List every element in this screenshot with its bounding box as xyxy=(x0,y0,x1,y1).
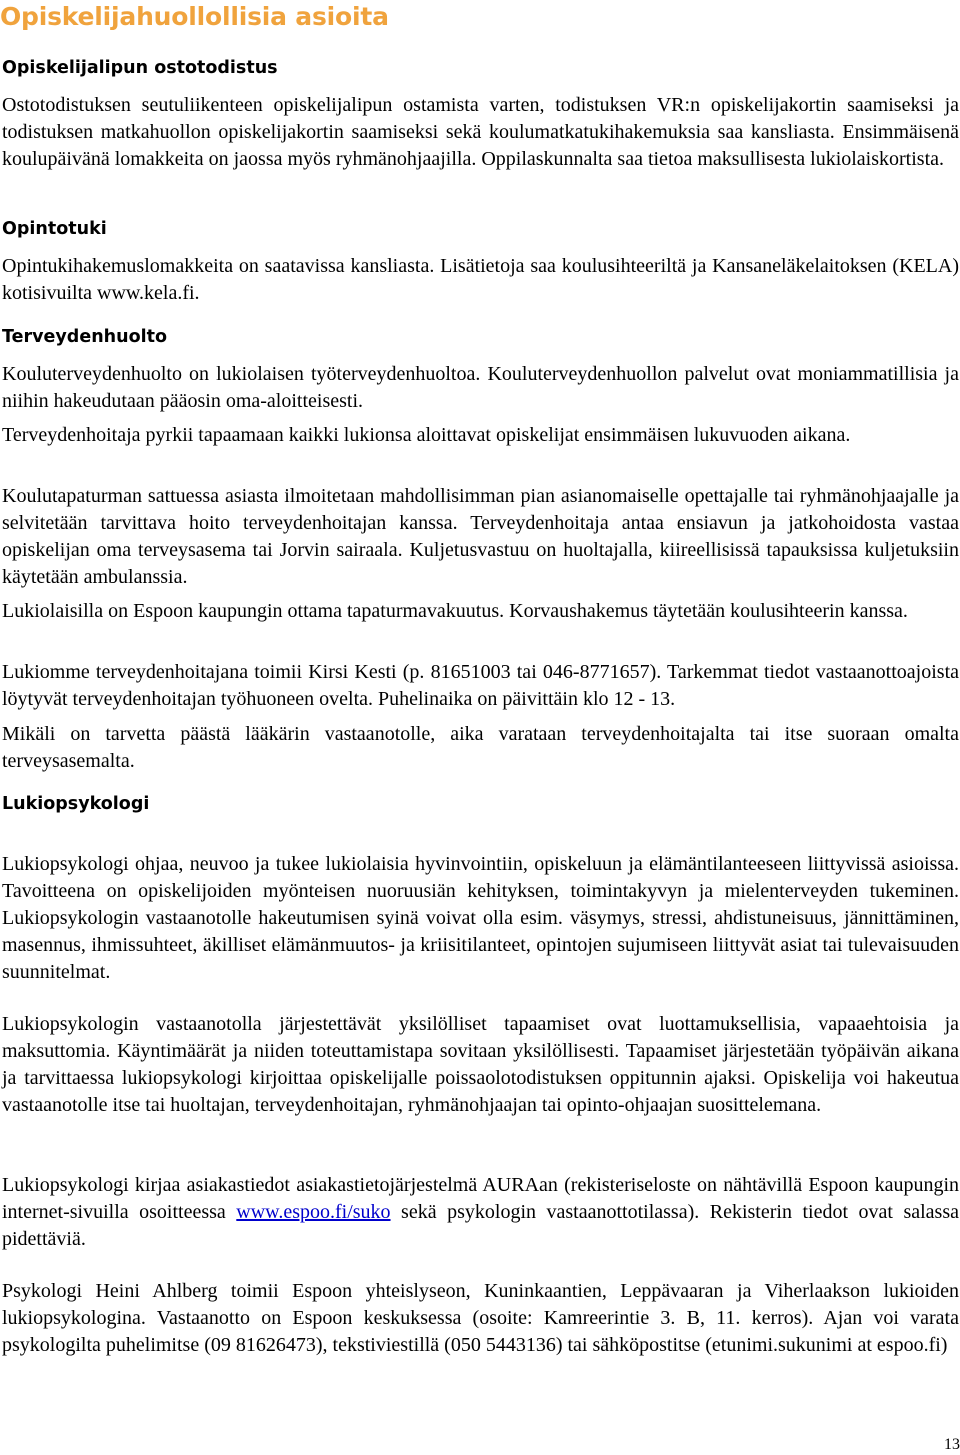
paragraph-health-5: Lukiomme terveydenhoitajana toimii Kirsi Kesti (p. 81651003 tai 046-8771657). Tarkemmat tiedot vastaanottoajoista löytyvät terveydenhoitajan työhuoneen ovelta. Puhelinaika on päivittäin klo 12 - 13. xyxy=(2,661,959,710)
paragraph-health-1: Kouluterveydenhuolto on lukiolaisen työterveydenhuoltoa. Kouluterveydenhuollon palvelut ovat moniammatillisia ja niihin hakeudutaan pääosin oma-aloitteisesti. xyxy=(2,363,959,412)
paragraph-health-6: Mikäli on tarvetta päästä lääkärin vastaanotolle, aika varataan terveydenhoitajalta tai itse suoraan omalta terveysasemalta. xyxy=(2,723,959,772)
paragraph-health-4: Lukiolaisilla on Espoon kaupungin ottama tapaturmavakuutus. Korvaushakemus täytetään koulusihteerin kanssa. xyxy=(2,600,908,622)
page-number: 13 xyxy=(944,1436,960,1453)
document-title: Opiskelijahuollollisia asioita xyxy=(0,2,389,31)
paragraph-psychologist-1: Lukiopsykologi ohjaa, neuvoo ja tukee lukiolaisia hyvinvointiin, opiskeluun ja elämäntilanteeseen liittyvissä asioissa. Tavoitteena on opiskelijoiden myönteisen nuoruusiän kehityksen, toimintakyvyn ja mielenterveyden tukeminen. Lukiopsykologin vastaanotolle hakeutumisen syinä voivat olla esim. väsymys, stressi, ahdistuneisuus, jännittäminen, masennus, ihmissuhteet, äkilliset elämänmuutos- ja kriisitilanteet, opintojen sujumiseen liittyvät asiat tai tulevaisuuden suunnitelmat. xyxy=(2,853,959,983)
paragraph-psychologist-register xyxy=(2,1172,959,1253)
heading-health-care: Terveydenhuolto xyxy=(2,327,167,347)
heading-student-ticket: Opiskelijalipun ostotodistus xyxy=(2,58,278,78)
espoo-suko-link[interactable]: www.espoo.fi/suko xyxy=(236,1201,391,1223)
register-text-after: sekä psykologin vastaanottotilassa). Rekisterin tiedot ovat salassa pidettäviä. xyxy=(2,1201,959,1250)
paragraph-psychologist-contact: Psykologi Heini Ahlberg toimii Espoon yhteislyseon, Kuninkaantien, Leppävaaran ja Viherlaakson lukioiden lukiopsykologina. Vastaanotto on Espoon keskuksessa (osoite: Kamreerintie 3. B, 11. kerros). Ajan voi varata psykologilta puhelimitse (09 81626473), tekstiviestillä (050 5443136) tai sähköpostitse (etunimi.sukunimi at espoo.fi) xyxy=(2,1280,959,1356)
paragraph-student-ticket: Ostotodistuksen seutuliikenteen opiskelijalipun ostamista varten, todistuksen VR:n opiskelijakortin saamiseksi ja todistuksen matkahuollon opiskelijakortin saamiseksi sekä koulumatkatukihakemuksia saa kansliasta. Ensimmäisenä koulupäivänä lomakkeita on jaossa myös ryhmänohjaajilla. Oppilaskunnalta saa tietoa maksullisesta lukiolaiskortista. xyxy=(2,94,959,170)
register-text-before: Lukiopsykologi kirjaa asiakastiedot asiakastietojärjestelmä AURAan (rekisteriseloste on nähtävillä Espoon kaupungin internet-sivuilla osoitteessa xyxy=(2,1174,959,1223)
paragraph-health-3: Koulutapaturman sattuessa asiasta ilmoitetaan mahdollisimman pian asianomaiselle opettajalle tai ryhmänohjaajalle ja selvitetään tarvittava hoito terveydenhoitajan kanssa. Terveydenhoitaja antaa ensiavun ja jatkohoidosta vastaa opiskelijan oma terveysasema tai Jorvin sairaala. Kuljetusvastuu on huoltajalla, kiireellisissä tapauksissa kuljetuksiin käytetään ambulanssia. xyxy=(2,485,959,588)
paragraph-health-2: Terveydenhoitaja pyrkii tapaamaan kaikki lukionsa aloittavat opiskelijat ensimmäisen lukuvuoden aikana. xyxy=(2,424,851,446)
paragraph-study-grant: Opintukihakemuslomakkeita on saatavissa kansliasta. Lisätietoja saa koulusihteeriltä ja Kansaneläkelaitoksen (KELA) kotisivuilta www.kela.fi. xyxy=(2,255,959,304)
heading-psychologist: Lukiopsykologi xyxy=(2,794,150,814)
heading-study-grant: Opintotuki xyxy=(2,219,107,239)
paragraph-psychologist-2: Lukiopsykologin vastaanotolla järjestettävät yksilölliset tapaamiset ovat luottamuksellisia, vapaaehtoisia ja maksuttomia. Käyntimäärät ja niiden toteuttamistapa sovitaan yksilöllisesti. Tapaamiset järjestetään työpäivän aikana ja tarvittaessa lukiopsykologi kirjoittaa opiskelijalle poissaolotodistuksen oppitunnin ajaksi. Opiskelija voi hakeutua vastaanotolle itse tai huoltajan, terveydenhoitajan, ryhmänohjaajan tai opinto-ohjaajan suosittelemana. xyxy=(2,1013,959,1116)
